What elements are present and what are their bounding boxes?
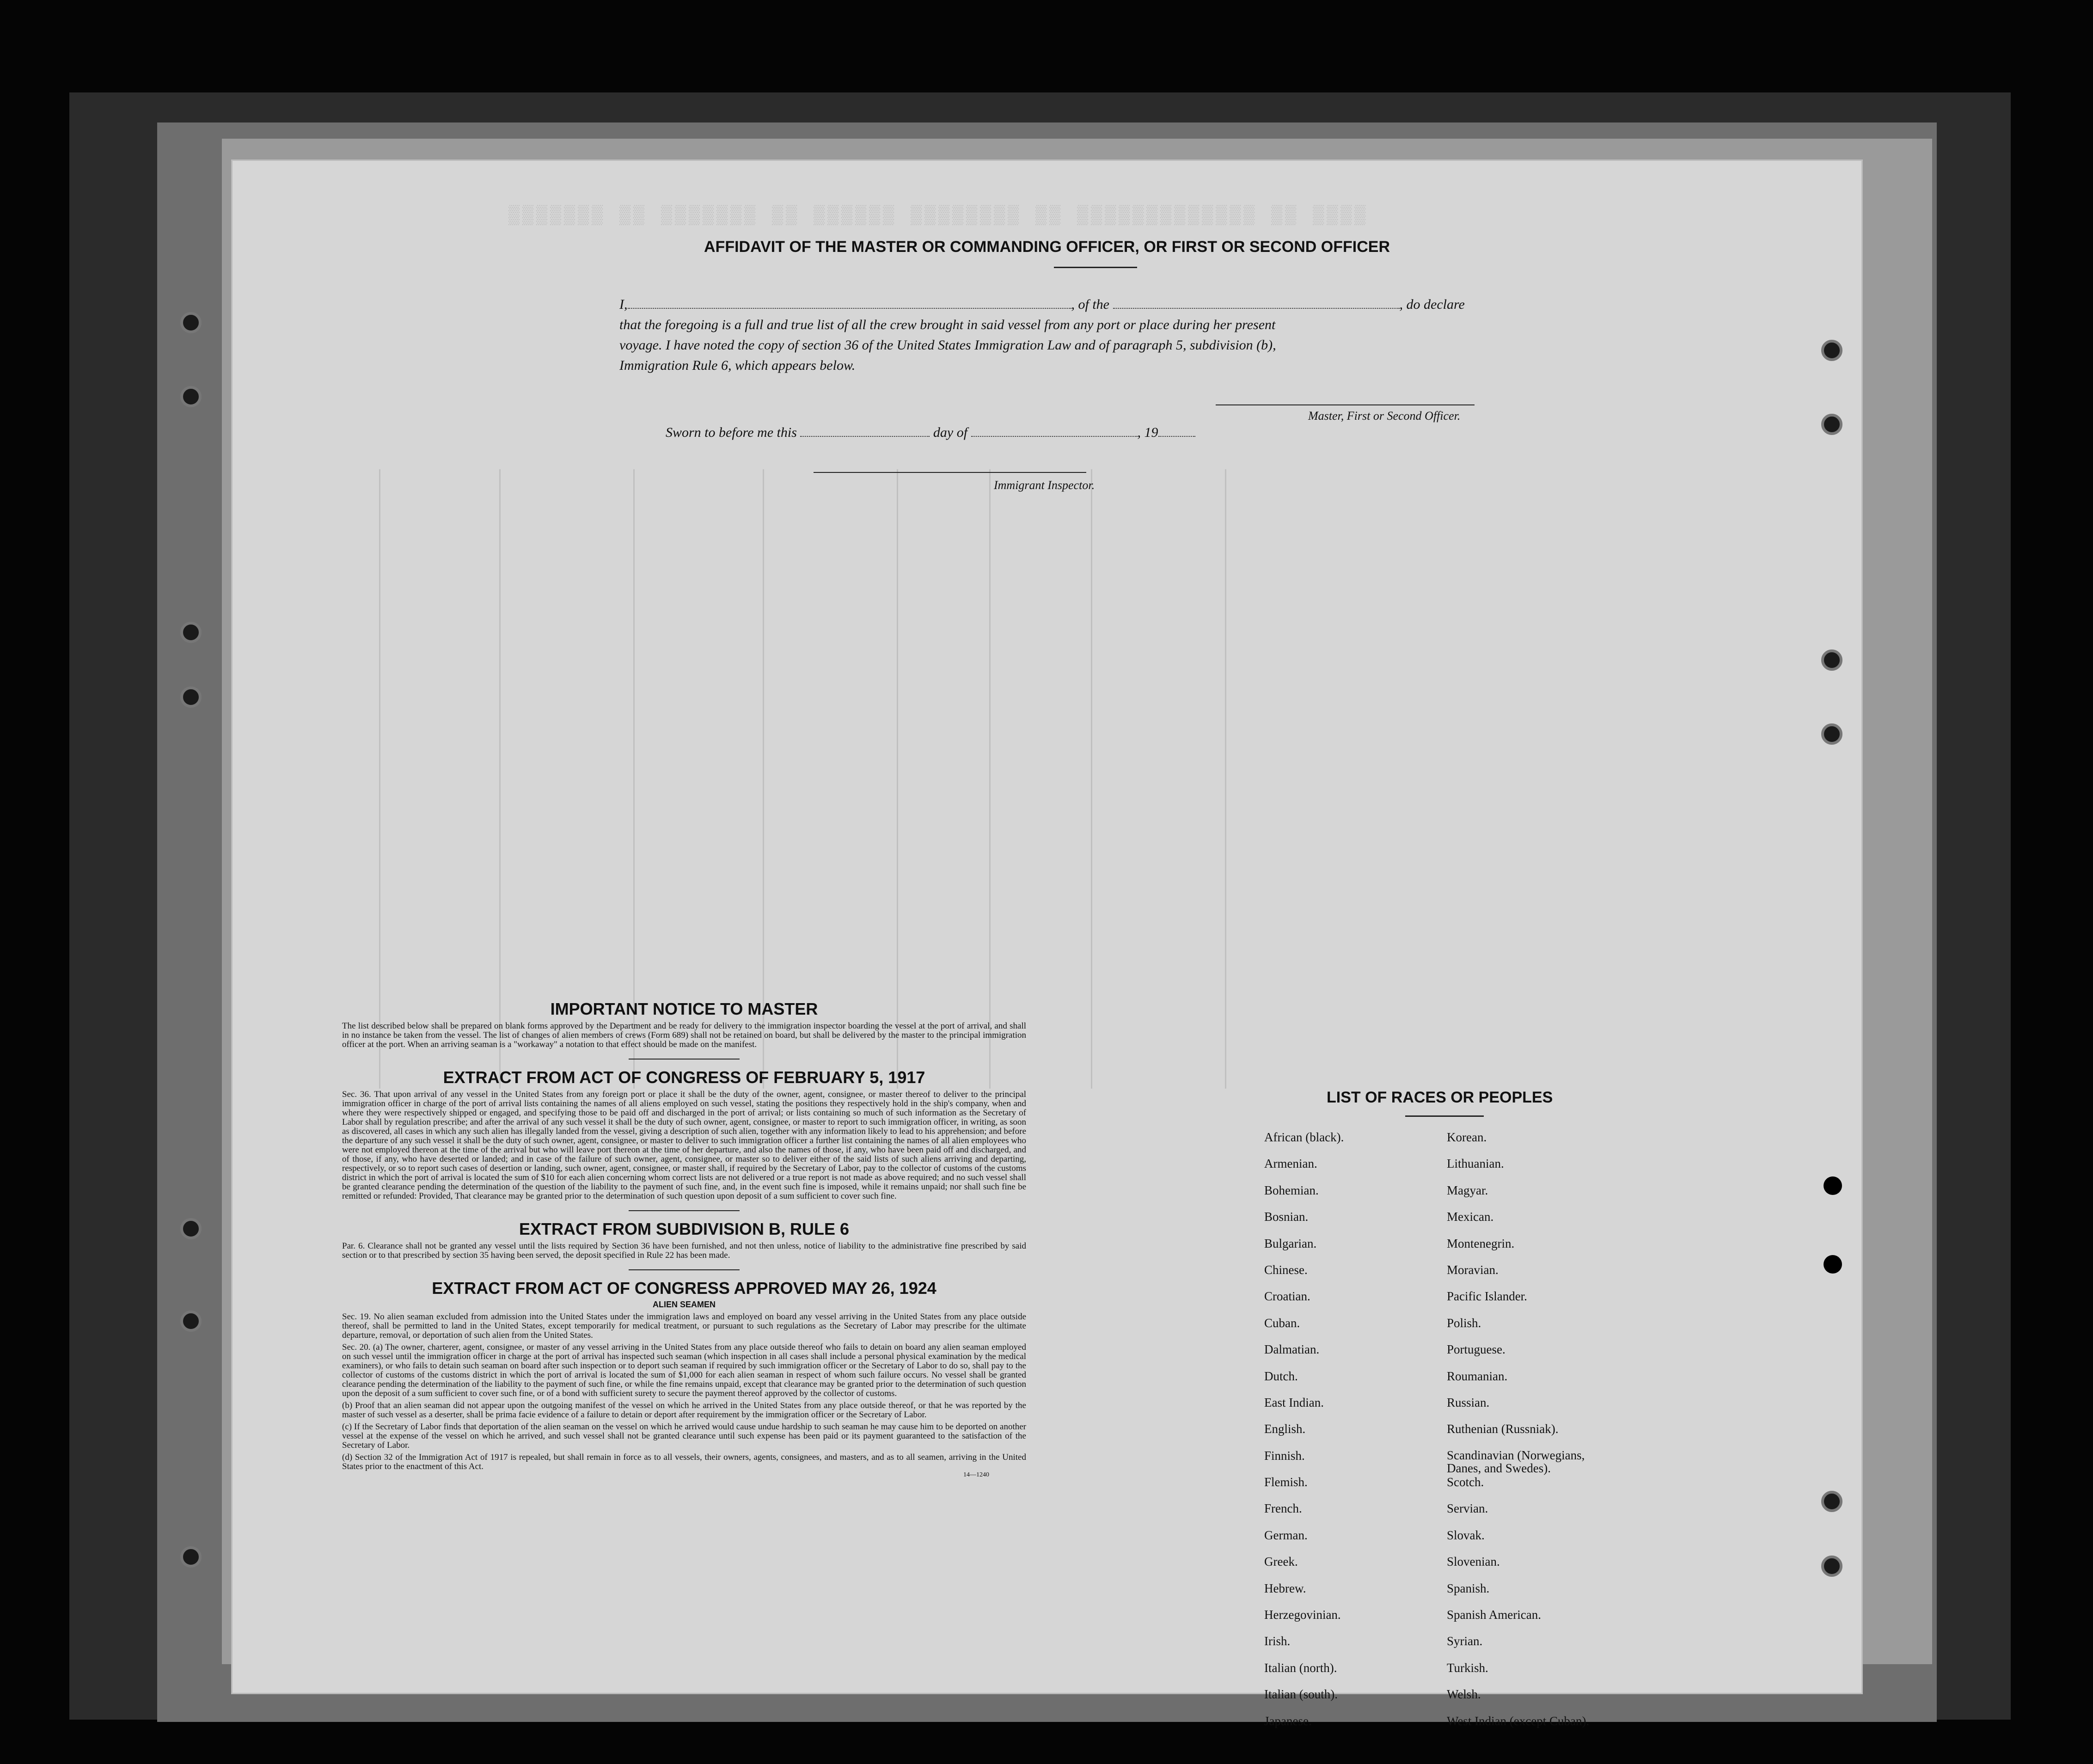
races-title-rule — [1405, 1115, 1484, 1117]
bleed-column-line — [1091, 469, 1092, 1089]
race-item: Ruthenian (Russniak). — [1447, 1422, 1559, 1436]
punch-hole — [1821, 1556, 1842, 1577]
race-item: Magyar. — [1447, 1183, 1488, 1197]
punch-hole — [1821, 340, 1842, 361]
race-item: Armenian. — [1264, 1157, 1317, 1171]
race-item: Russian. — [1447, 1395, 1490, 1409]
extract-1924-sec20b: (b) Proof that an alien seaman did not appear upon the outgoing manifest of the vessel on which he arrived in the United States from any place outside thereof, or that he was reported by the master of such vessel as a deserter, shall be prima facie evidence of a failure to detain or deport after requirement by the immigration officer or the Secretary of Labor. — [342, 1401, 1026, 1420]
race-item: French. — [1264, 1501, 1302, 1516]
punch-hole — [1821, 723, 1842, 745]
race-item: Greek. — [1264, 1555, 1298, 1569]
extract-rule6-title: EXTRACT FROM SUBDIVISION B, RULE 6 — [519, 1219, 850, 1238]
notice-title: IMPORTANT NOTICE TO MASTER — [550, 999, 818, 1018]
race-item: Chinese. — [1264, 1262, 1308, 1277]
race-item: Scandinavian (Norwegians, Danes, and Swedes). — [1447, 1448, 1585, 1475]
affidavit-title-rule — [1054, 267, 1137, 268]
extract-1924-sec20c: (c) If the Secretary of Labor finds that deportation of the alien seaman on the vessel on which he arrived would cause undue hardship to such seaman he may cause him to be deported on another vessel at the expense of the vessel on which he arrived, and such vessel shall not be granted clearance until such expense has been paid or its payment guaranteed to the satisfaction of the Secretary of Labor. — [342, 1422, 1026, 1450]
race-item: East Indian. — [1264, 1395, 1324, 1409]
affidavit-declare: , do declare — [1399, 297, 1465, 312]
affidavit-line-2: that the foregoing is a full and true list of all the crew brought in said vessel from any port or place during her present — [619, 317, 1276, 332]
punch-hole — [180, 312, 202, 333]
race-item: Polish. — [1447, 1316, 1481, 1330]
race-item: Slovenian. — [1447, 1555, 1500, 1569]
race-item: Montenegrin. — [1447, 1236, 1515, 1250]
bleed-column-line — [379, 469, 380, 1089]
race-item: Herzegovinian. — [1264, 1608, 1341, 1622]
race-item: Portuguese. — [1447, 1342, 1505, 1357]
alien-seamen-subtitle: ALIEN SEAMEN — [652, 1300, 716, 1309]
race-item: Hebrew. — [1264, 1581, 1306, 1595]
sworn-month-blank — [971, 425, 1138, 437]
vessel-name-blank — [1113, 297, 1400, 309]
race-item: Spanish American. — [1447, 1608, 1541, 1622]
inspector-signature-line — [814, 472, 1086, 473]
inspector-signature-caption: Immigrant Inspector. — [994, 478, 1095, 492]
punch-hole — [180, 686, 202, 708]
bleed-column-line — [763, 469, 764, 1089]
bleed-column-line — [897, 469, 898, 1089]
master-signature-caption: Master, First or Second Officer. — [1308, 409, 1461, 423]
race-item: West Indian (except Cuban). — [1447, 1714, 1590, 1728]
bleed-column-line — [633, 469, 635, 1089]
punch-hole — [1821, 414, 1842, 435]
punch-hole — [180, 386, 202, 407]
races-title: LIST OF RACES OR PEOPLES — [1327, 1089, 1553, 1106]
notice-text: The list described below shall be prepared on blank forms approved by the Department and be ready for delivery to the immigration inspector boarding the vessel at the port of arrival, and shall in no instance be taken from the vessel. The list of changes of alien members of crews (Form 689) shall not be retained on board, but shall be delivered by the master to the principal immigration officer at the port. When an arriving seaman is a "workaway" a notation to that effect should be made on the manifest. — [342, 1021, 1026, 1049]
notices-column — [342, 999, 1026, 1479]
race-item: German. — [1264, 1528, 1308, 1542]
race-item: Turkish. — [1447, 1660, 1488, 1675]
race-item: Bohemian. — [1264, 1183, 1319, 1197]
race-item: Finnish. — [1264, 1448, 1305, 1463]
sworn-year: , 19 — [1137, 425, 1158, 440]
extract-1924-sec20d: (d) Section 32 of the Immigration Act of 1917 is repealed, but shall remain in force as to all vessels, their owners, agents, consignees, and masters, and as to all seamen, arriving in the United States prior to the enactment of this Act. — [342, 1452, 1026, 1471]
race-item: Cuban. — [1264, 1316, 1300, 1330]
affidavit-line-1 — [619, 295, 1516, 314]
race-item: Japanese. — [1264, 1714, 1312, 1728]
affidavit-title: AFFIDAVIT OF THE MASTER OR COMMANDING OFFICER, OR FIRST OR SECOND OFFICER — [704, 238, 1390, 256]
race-item: Italian (south). — [1264, 1687, 1338, 1702]
races-right-column — [1447, 1130, 1613, 1740]
bleed-through-header: ▒▒▒▒▒▒▒ ▒▒ ▒▒▒▒▒▒▒ ▒▒ ▒▒▒▒▒▒ ▒▒▒▒▒▒▒▒ ▒▒ ▒▒▒▒▒▒▒▒▒▒▒▒▒ ▒▒ ▒▒▒▒ — [508, 206, 1369, 227]
affidavit-line-4: Immigration Rule 6, which appears below. — [619, 358, 856, 373]
races-left-column — [1264, 1130, 1344, 1740]
race-item: African (black). — [1264, 1130, 1344, 1144]
affidavit-line-3: voyage. I have noted the copy of section 36 of the United States Immigration Law and of paragraph 5, subdivision (b), — [619, 337, 1276, 353]
sworn-prefix: Sworn to before me this — [666, 425, 797, 440]
race-item: Irish. — [1264, 1634, 1291, 1648]
bleed-column-line — [1225, 469, 1226, 1089]
bleed-column-line — [499, 469, 501, 1089]
punch-hole — [180, 622, 202, 643]
race-item: Bosnian. — [1264, 1210, 1309, 1224]
section-divider — [629, 1059, 740, 1060]
race-item: Flemish. — [1264, 1475, 1308, 1489]
race-item: Syrian. — [1447, 1634, 1483, 1648]
race-item: Italian (north). — [1264, 1660, 1337, 1675]
extract-rule6-text: Par. 6. Clearance shall not be granted any vessel until the lists required by Section 36 have been furnished, and not then unless, notice of liability to the administrative fine prescribed by said section or to that prescribed by section 35 having been served, the deposit specified in Rule 22 has been made. — [342, 1241, 1026, 1260]
race-item: Dutch. — [1264, 1369, 1298, 1383]
race-item: Pacific Islander. — [1447, 1289, 1527, 1304]
punch-hole — [1821, 649, 1842, 671]
race-item: Slovak. — [1447, 1528, 1485, 1542]
form-number: 14—1240 — [963, 1471, 989, 1478]
affidavit-i: I, — [619, 297, 628, 312]
extract-1917-text: Sec. 36. That upon arrival of any vessel in the United States from any foreign port or place it shall be the duty of the owner, agent, consignee, or master thereof to deliver to the principal immigration officer in charge of the port of arrival lists containing the names of all aliens employed on such vessel, stating the positions they respectively hold in the ship's company, when and where they were respectively shipped or engaged, and specifying those to be paid off and discharged in the port of arrival; or lists containing so much of such information as the Secretary of Labor shall by regulation prescribe; and after the arrival of any such vessel it shall be the duty of such owner, agent, consignee, or master to report to such immigration officer, in writing, as soon as discovered, all cases in which any such alien has illegally landed from the vessel, giving a description of such alien, together with any information likely to lead to his apprehension; and before the departure of any such vessel it shall be the duty of such owner, agent, consignee, or master to deliver to such immigration officer a further list containing the names of all alien employees who were not employed thereon at the time of the arrival but who will leave port thereon at the time of her departure, and also the names of those, if any, who have been paid off and discharged, and of those, if any, who have deserted or landed; and in case of the failure of such owner, agent, consignee, or master so to deliver either of the said lists of such aliens arriving and departing, respectively, or so to report such cases of desertion or landing, such owner, agent, consignee, or master shall, if required by the Secretary of Labor, pay to the collector of customs of the customs district in which the port of arrival is located the sum of $10 for each alien concerning whom correct lists are not delivered or a true report is not made as above required; and no such vessel shall be granted clearance pending the determination of the question of the liability to the payment of such fine, and, in the event such fine is imposed, while it remains unpaid; nor shall such fine be remitted or refunded: Provided, That clearance may be granted prior to the determination of such question upon deposit of a sum sufficient to cover such fine. — [342, 1090, 1026, 1201]
extract-1917-title: EXTRACT FROM ACT OF CONGRESS OF FEBRUARY 5, 1917 — [443, 1068, 925, 1087]
race-item: Scotch. — [1447, 1475, 1484, 1489]
race-item: Mexican. — [1447, 1210, 1494, 1224]
section-divider — [629, 1269, 740, 1270]
race-item: Moravian. — [1447, 1262, 1499, 1277]
sworn-day-of: day of — [933, 425, 968, 440]
race-item: Spanish. — [1447, 1581, 1490, 1595]
document-page — [231, 159, 1863, 1728]
race-item: Lithuanian. — [1447, 1157, 1504, 1171]
race-item: Servian. — [1447, 1501, 1488, 1516]
sworn-date-blank — [800, 425, 930, 437]
race-item: Bulgarian. — [1264, 1236, 1317, 1250]
sworn-line — [666, 423, 1562, 442]
punch-hole — [180, 1218, 202, 1239]
master-name-blank — [628, 297, 1071, 309]
sworn-year-blank — [1158, 425, 1195, 437]
race-item: Welsh. — [1447, 1687, 1481, 1702]
extract-1924-title: EXTRACT FROM ACT OF CONGRESS APPROVED MAY 26, 1924 — [432, 1279, 936, 1298]
race-item: English. — [1264, 1422, 1306, 1436]
extract-1924-sec20a: Sec. 20. (a) The owner, charterer, agent, consignee, or master of any vessel arriving in the United States from any place outside thereof who fails to detain on board any alien seaman employed on such vessel until the immigration officer in charge at the port of arrival has inspected such seaman (which inspection in all cases shall include a personal physical examination by the medical examiners), or who fails to detain such seaman on board after such inspection or to deport such seaman if required by such immigration officer or the Secretary of Labor to do so, shall pay to the collector of customs of the customs district in which the port of arrival is located the sum of $1,000 for each alien seaman in respect of whom such failure occurs. No vessel shall be granted clearance pending the determination of the liability to the payment of such fine, or while the fine remains unpaid, except that clearance may be granted prior to the determination of such question upon the deposit of a sum sufficient to cover such fine, or of a bond with sufficient surety to secure the payment thereof approved by the collector of customs. — [342, 1342, 1026, 1398]
affidavit-of-the: , of the — [1071, 297, 1109, 312]
bleed-column-line — [989, 469, 991, 1089]
filled-hole — [1824, 1255, 1842, 1274]
race-item: Korean. — [1447, 1130, 1487, 1144]
punch-hole — [180, 1311, 202, 1332]
punch-hole — [1821, 1491, 1842, 1512]
filled-hole — [1824, 1176, 1842, 1195]
extract-1924-sec19: Sec. 19. No alien seaman excluded from admission into the United States under the immigration laws and employed on board any vessel arriving in the United States from any place outside thereof, shall be permitted to land in the United States, except temporarily for medical treatment, or pursuant to such regulations as the Secretary of Labor may prescribe for the ultimate departure, removal, or deportation of such alien from the United States. — [342, 1312, 1026, 1340]
race-item: Croatian. — [1264, 1289, 1310, 1304]
punch-hole — [180, 1546, 202, 1568]
race-item: Roumanian. — [1447, 1369, 1508, 1383]
race-item: Dalmatian. — [1264, 1342, 1320, 1357]
master-signature-line — [1216, 404, 1475, 405]
section-divider — [629, 1210, 740, 1211]
